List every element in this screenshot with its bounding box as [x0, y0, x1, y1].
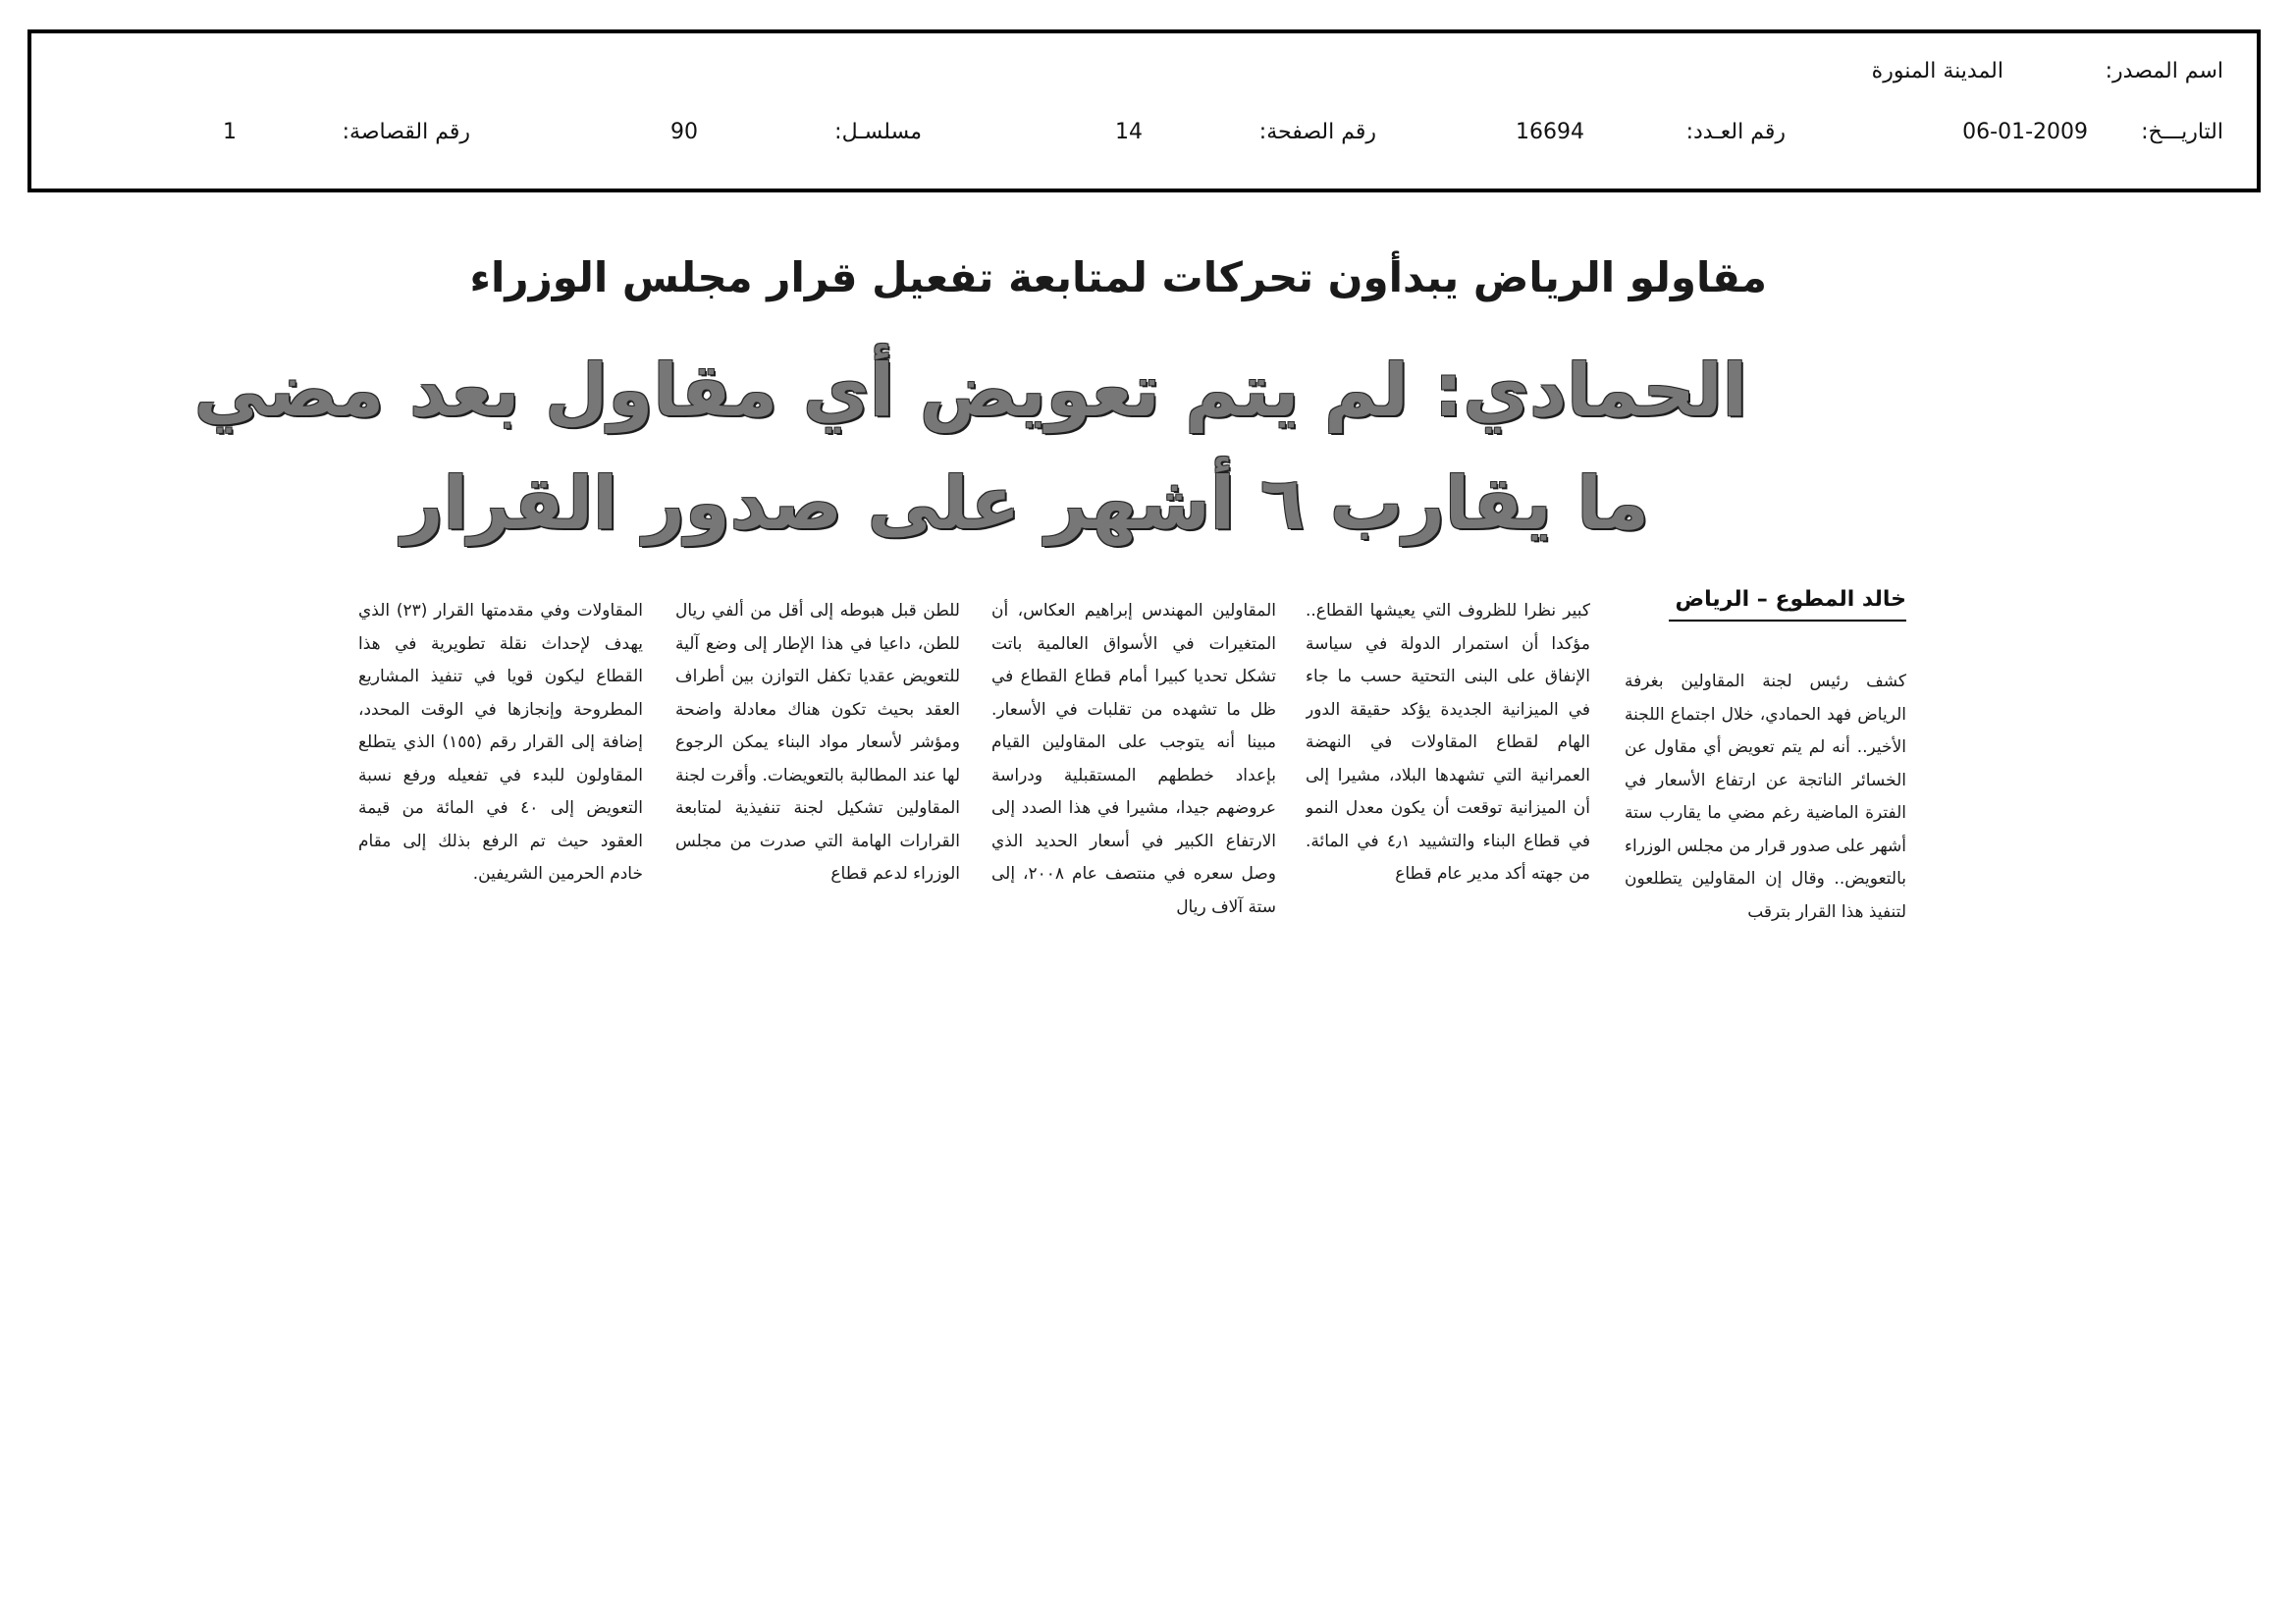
article-column-5: المقاولات وفي مقدمتها القرار (٢٣) الذي يهدف لإحداث نقلة تطويرية في هذا القطاع ليكون قويا في تنفيذ المشاريع المطروحة وإنجازها في الوقت المحدد، إضافة إلى القرار رقم (١٥٥) الذي يتطلع المقاولون للبدء في تفعيله ورفع نسبة التعويض إلى ٤٠ في المائة من قيمة العقود حيث تم الرفع بذلك إلى مقام خادم الحرمين الشريفين.: [358, 601, 643, 884]
serial-value: 90: [670, 120, 698, 144]
date-label: التاريـــخ:: [2141, 120, 2223, 144]
date-value: 06-01-2009: [1962, 120, 2088, 144]
article-title-line-2: ما يقارب ٦ أشهر على صدور القرار: [400, 461, 1649, 546]
page-value: 14: [1115, 120, 1143, 144]
article-column-2: كبير نظرا للظروف التي يعيشها القطاع.. مؤكدا أن استمرار الدولة في سياسة الإنفاق على البنى التحتية حسب ما جاء في الميزانية الجديدة يؤكد حقيقة الدور الهام لقطاع المقاولات في النهضة العمرانية التي تشهدها البلاد، مشيرا إلى أن الميزانية توقعت أن يكون معدل النمو في قطاع البناء والتشييد ٤٫١ في المائة. من جهته أكد مدير عام قطاع: [1306, 601, 1590, 884]
serial-label: مسلسـل:: [834, 120, 922, 144]
article-column-4: للطن قبل هبوطه إلى أقل من ألفي ريال للطن، داعيا في هذا الإطار إلى وضع آلية للتعويض عقديا تكفل التوازن بين أطراف العقد بحيث تكون هناك معادلة واضحة ومؤشر لأسعار مواد البناء يمكن الرجوع لها عند المطالبة بالتعويضات. وأقرت لجنة المقاولين تشكيل لجنة تنفيذية لمتابعة القرارات الهامة التي صدرت من مجلس الوزراء لدعم قطاع: [675, 601, 960, 884]
article-column-3: المقاولين المهندس إبراهيم العكاس، أن المتغيرات في الأسواق العالمية باتت تشكل تحديا كبيرا أمام قطاع القطاع في ظل ما تشهده من تقلبات في الأسعار. مبينا أنه يتوجب على المقاولين القيام بإعداد خططهم المستقبلية ودراسة عروضهم جيدا، مشيرا في هذا الصدد إلى الارتفاع الكبير في أسعار الحديد الذي وصل سعره في منتصف عام ٢٠٠٨، إلى ستة آلاف ريال: [991, 601, 1276, 917]
clip-label: رقم القصاصة:: [342, 120, 470, 144]
article-column-1: كشف رئيس لجنة المقاولين بغرفة الرياض فهد الحمادي، خلال اجتماع اللجنة الأخير.. أنه لم يتم تعويض أي مقاول عن الخسائر الناتجة عن ارتفاع الأسعار في الفترة الماضية رغم مضي ما يقارب ستة أشهر على صدور قرار من مجلس الوزراء بالتعويض.. وقال إن المقاولين يتطلعون لتنفيذ هذا القرار بترقب: [1625, 672, 1906, 922]
page-label: رقم الصفحة:: [1258, 120, 1376, 144]
article-title-line-1: الحمادي: لم يتم تعويض أي مقاول بعد مضي: [193, 349, 1747, 433]
article-byline: خالد المطوع – الرياض: [1669, 587, 1906, 622]
clip-value: 1: [223, 120, 237, 144]
clipping-metadata-box: [27, 29, 2261, 192]
article-kicker: مقاولو الرياض يبدأون تحركات لمتابعة تفعيل قرار مجلس الوزراء: [469, 253, 1767, 301]
issue-value: 16694: [1516, 120, 1584, 144]
source-label: اسم المصدر:: [2105, 59, 2223, 83]
source-value: المدينة المنورة: [1871, 59, 2003, 83]
issue-label: رقم العـدد:: [1685, 120, 1786, 144]
